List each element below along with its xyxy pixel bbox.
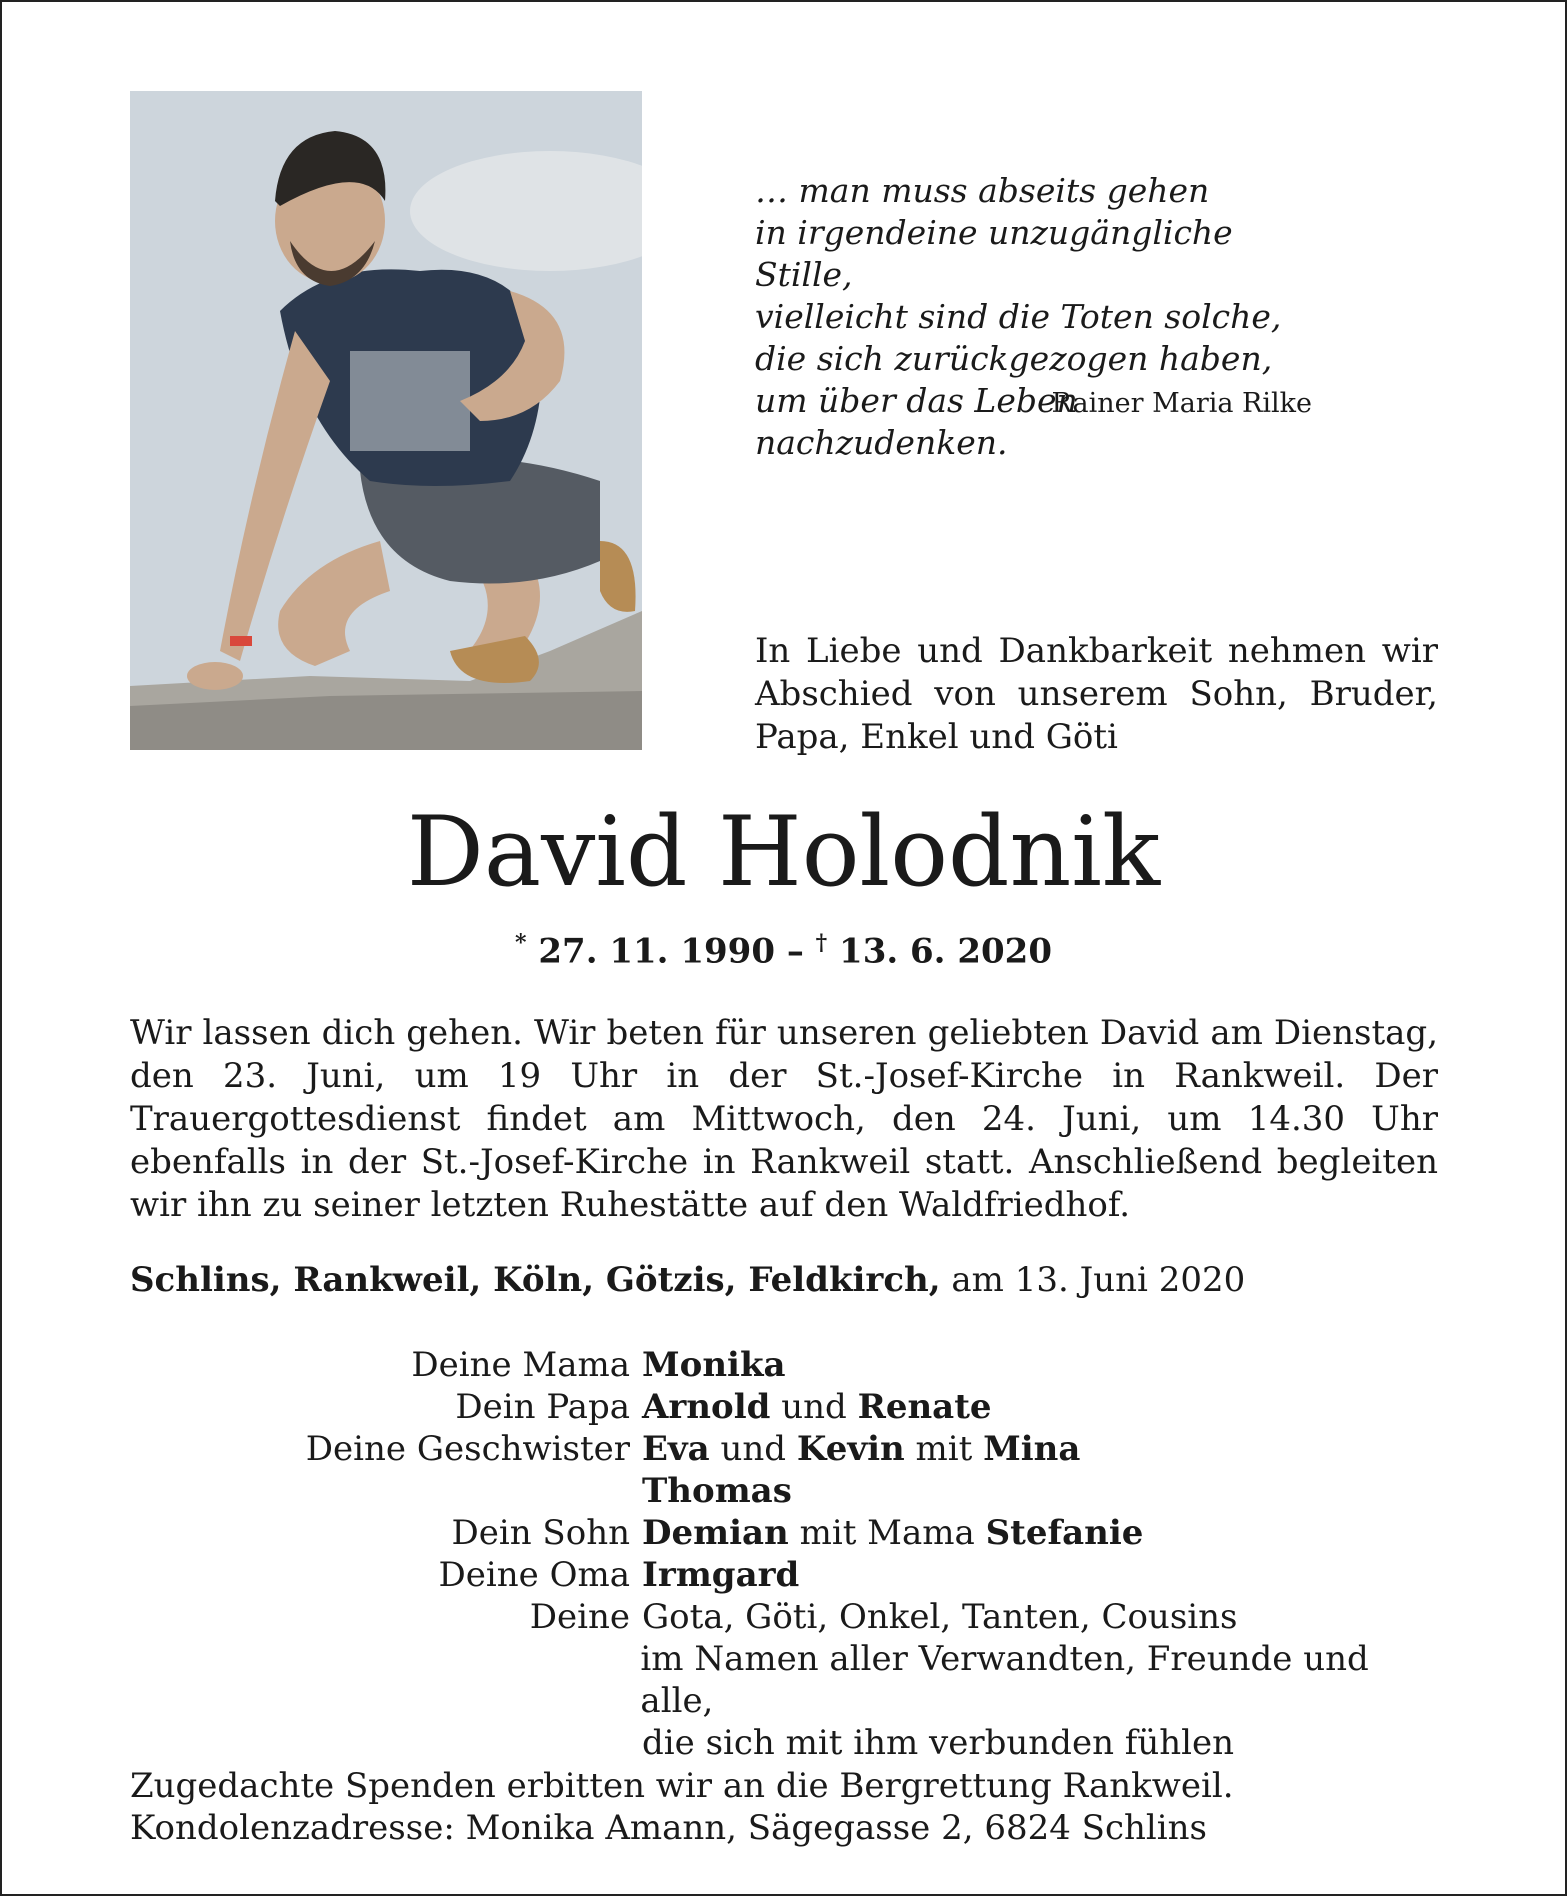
condolence-address: Kondolenzadresse: Monika Amann, Sägegasse 2, 6824 Schlins xyxy=(130,1808,1208,1848)
towns: Schlins, Rankweil, Köln, Götzis, Feldkirch, xyxy=(130,1260,941,1300)
relatives-list: Gota, Göti, Onkel, Tanten, Cousins xyxy=(642,1597,1238,1637)
quote xyxy=(755,170,1315,464)
connector: und xyxy=(709,1429,797,1469)
family-list xyxy=(130,1344,1450,1764)
family-name: Stefanie xyxy=(985,1513,1144,1553)
quote-author: Rainer Maria Rilke xyxy=(1051,388,1312,419)
connector: mit xyxy=(904,1429,984,1469)
service-details: Wir lassen dich gehen. Wir beten für unseren geliebten David am Dienstag, den 23. Juni, um 19 Uhr in der St.-Josef-Kirche in Rankweil. Der Trauergottesdienst findet am Mittwoch, den 24. Juni, um 14.30 Uhr ebenfalls in der St.-Josef-Kirche in Rankweil statt. Anschließend begleiten wir ihn zu seiner letzten Ruhestätte auf den Waldfriedhof. xyxy=(130,1013,1438,1225)
family-row xyxy=(130,1554,1450,1596)
death-date: 13. 6. 2020 xyxy=(839,931,1052,972)
birth-mark: * xyxy=(515,930,527,956)
family-row xyxy=(130,1596,1450,1638)
family-row xyxy=(130,1722,1450,1764)
death-mark: † xyxy=(815,930,828,956)
family-name: Arnold xyxy=(642,1387,771,1427)
family-name: Eva xyxy=(642,1429,710,1469)
notice-date: am 13. Juni 2020 xyxy=(940,1260,1246,1300)
donations-note: Zugedachte Spenden erbitten wir an die Bergrettung Rankweil. xyxy=(130,1766,1234,1806)
relation: Deine Geschwister xyxy=(305,1429,630,1469)
family-row xyxy=(130,1470,1450,1512)
closing-line: im Namen aller Verwandten, Freunde und alle, xyxy=(640,1639,1369,1721)
relation: Dein Sohn xyxy=(451,1513,630,1553)
relation: Deine Mama xyxy=(411,1345,630,1385)
date-separator: – xyxy=(774,931,816,972)
family-name: Renate xyxy=(857,1387,992,1427)
life-dates xyxy=(2,930,1565,971)
family-name: Kevin xyxy=(796,1429,905,1469)
quote-line: … man muss abseits gehen xyxy=(755,171,1210,210)
family-name: Irmgard xyxy=(642,1555,800,1595)
relation: Deine xyxy=(529,1597,630,1637)
family-name: Demian xyxy=(642,1513,789,1553)
family-row xyxy=(130,1428,1450,1470)
quote-line: die sich zurückgezogen haben, xyxy=(755,339,1273,378)
family-name: Monika xyxy=(642,1345,786,1385)
portrait-photo xyxy=(130,91,642,750)
family-name: Thomas xyxy=(642,1471,792,1511)
family-name: Mina xyxy=(983,1429,1081,1469)
place-and-date xyxy=(130,1260,1245,1300)
relation: Dein Papa xyxy=(455,1387,630,1427)
quote-line: um über das Leben nachzudenken. xyxy=(755,381,1078,462)
family-row xyxy=(130,1344,1450,1386)
family-row xyxy=(130,1512,1450,1554)
connector: und xyxy=(770,1387,858,1427)
relation: Deine Oma xyxy=(438,1555,630,1595)
quote-line: vielleicht sind die Toten solche, xyxy=(755,297,1282,336)
family-row xyxy=(130,1638,1450,1722)
family-row xyxy=(130,1386,1450,1428)
intro-text: In Liebe und Dankbarkeit nehmen wir Abschied von unserem Sohn, Bruder, Papa, Enkel und Göti xyxy=(755,631,1438,757)
birth-date: 27. 11. 1990 xyxy=(538,931,775,972)
footer xyxy=(130,1765,1234,1849)
closing-line: die sich mit ihm verbunden fühlen xyxy=(642,1723,1235,1763)
connector: mit Mama xyxy=(788,1513,986,1553)
deceased-name: David Holodnik xyxy=(406,796,1161,908)
quote-line: in irgendeine unzugängliche Stille, xyxy=(755,213,1233,294)
